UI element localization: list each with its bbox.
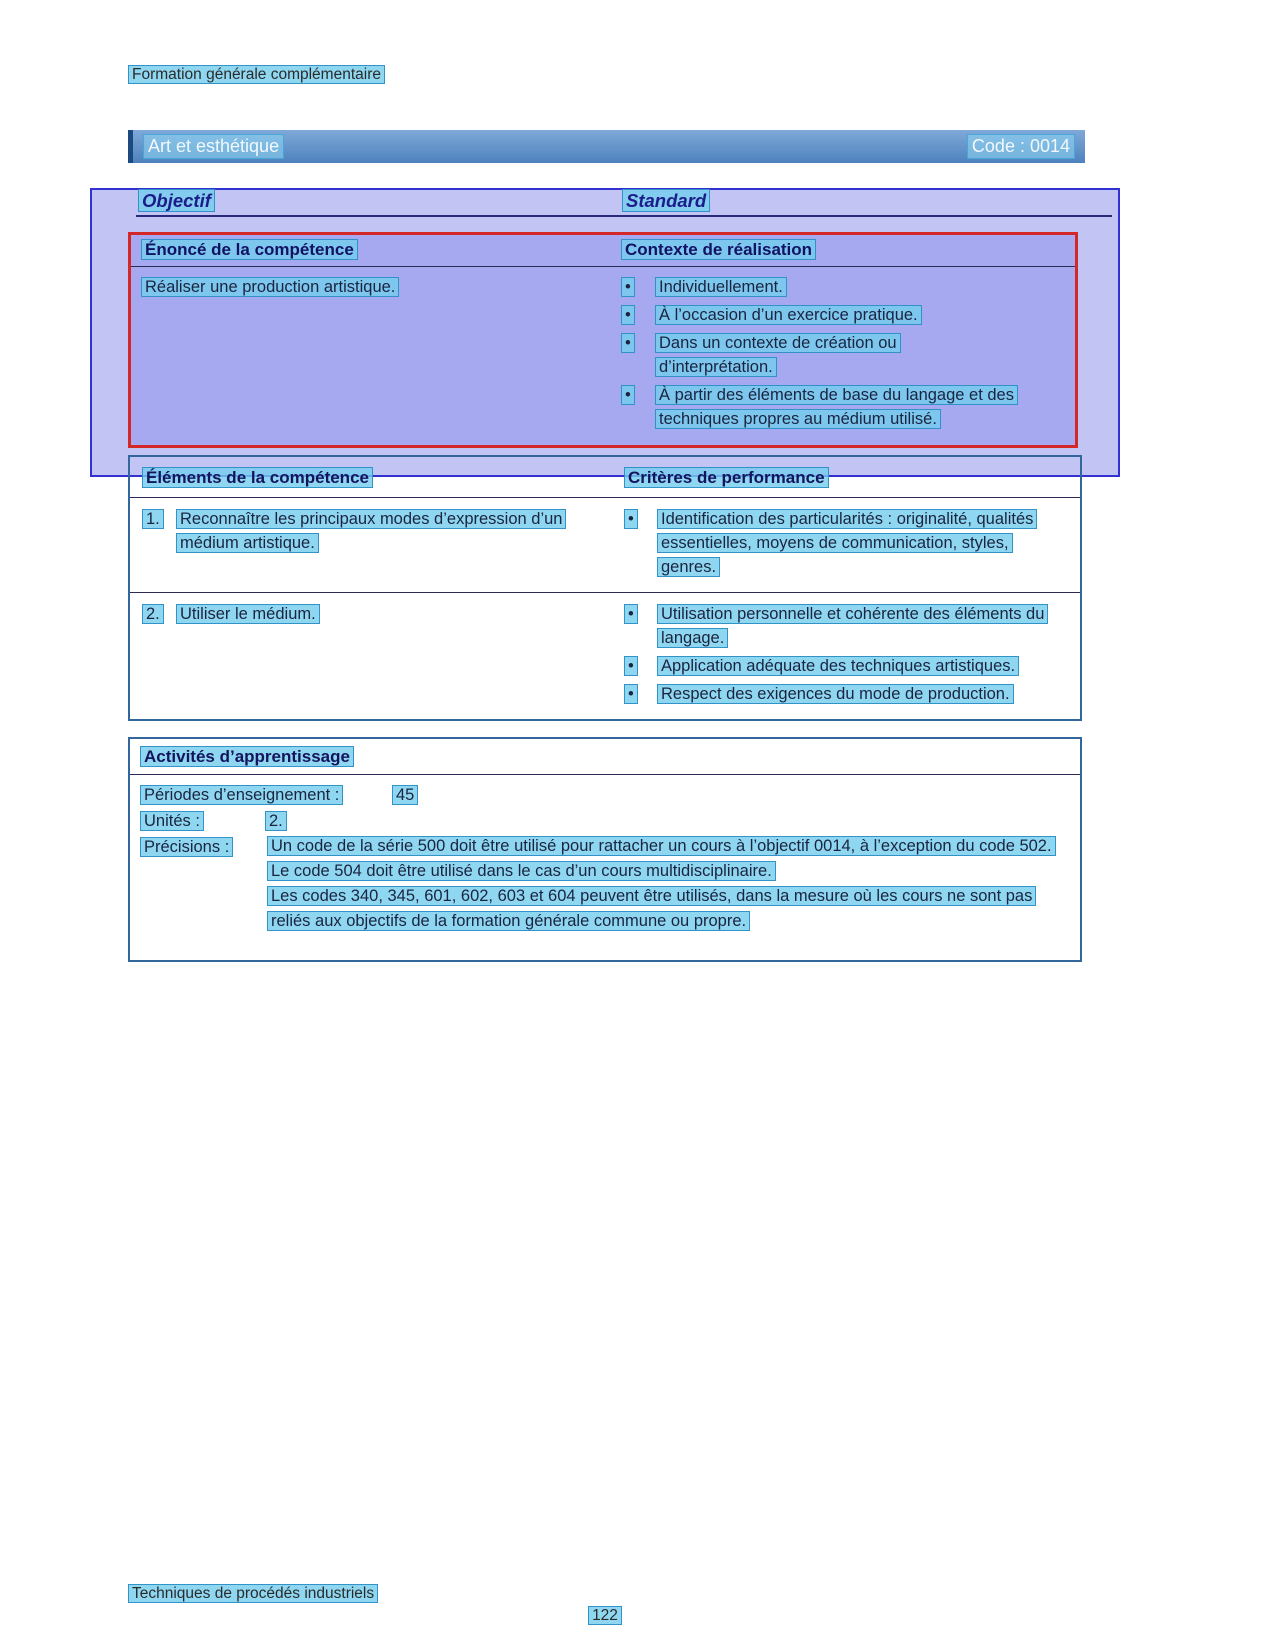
heading-divider	[136, 215, 1112, 217]
bullet-icon: •	[624, 684, 638, 704]
bullet-cell	[621, 331, 655, 379]
elements-header-left-text: Éléments de la compétence	[142, 467, 373, 488]
units-label-cell	[140, 808, 265, 834]
criteria-item-text-wrap	[657, 507, 1057, 579]
criteria-list-item	[624, 507, 1080, 579]
competence-table-header	[131, 235, 1075, 267]
element-item	[142, 602, 602, 626]
criteria-list-item	[624, 602, 1080, 650]
bullet-cell	[624, 682, 657, 706]
bullet-icon: •	[621, 305, 635, 325]
bullet-icon: •	[624, 656, 638, 676]
footer-label	[128, 1585, 378, 1603]
bullet-icon: •	[621, 333, 635, 353]
criteria-item-text: Application adéquate des techniques artistiques.	[657, 656, 1019, 676]
page-number	[128, 1607, 1082, 1625]
precisions-row	[140, 834, 1070, 934]
elements-header-right-text: Critères de performance	[624, 467, 829, 488]
periods-row	[140, 782, 1070, 808]
elements-header-right	[602, 466, 1080, 490]
element-number: 2.	[142, 604, 164, 624]
activities-heading	[130, 739, 1080, 767]
element-text-wrap	[176, 602, 320, 626]
context-item-text: À l’occasion d’un exercice pratique.	[655, 305, 922, 325]
criteria-item-text: Respect des exigences du mode de production.	[657, 684, 1014, 704]
precisions-line	[267, 859, 1070, 884]
context-list	[603, 275, 1075, 435]
precisions-label: Précisions :	[140, 837, 233, 857]
course-title-bar	[128, 130, 1085, 163]
periods-label-cell	[140, 782, 392, 808]
competence-header-left-text: Énoncé de la compétence	[141, 239, 358, 260]
competence-header-right-text: Contexte de réalisation	[621, 239, 816, 260]
competence-statement: Réaliser une production artistique.	[141, 277, 399, 297]
precisions-label-cell	[140, 834, 267, 860]
bullet-cell	[624, 654, 657, 678]
context-item-text: Dans un contexte de création ou d’interprétation.	[655, 333, 901, 377]
element-number-cell	[142, 507, 176, 555]
bullet-icon: •	[624, 604, 638, 624]
context-item-text: Individuellement.	[655, 277, 787, 297]
context-item-text-wrap	[655, 331, 1015, 379]
precisions-text	[267, 834, 1070, 934]
context-list-item	[621, 383, 1075, 431]
context-item-text: À partir des éléments de base du langage et des techniques propres au médium utilisé.	[655, 385, 1018, 429]
element-text: Reconnaître les principaux modes d’expression d’un médium artistique.	[176, 509, 566, 553]
elements-criteria-table	[128, 455, 1082, 721]
units-value-cell	[265, 808, 287, 834]
bullet-icon: •	[621, 385, 635, 405]
elements-header-left	[130, 466, 602, 490]
page-number-text: 122	[588, 1606, 622, 1625]
periods-value-cell	[392, 782, 418, 808]
standard-heading	[622, 190, 710, 212]
precisions-line	[267, 834, 1070, 859]
elements-table-header	[130, 457, 1080, 498]
periods-value: 45	[392, 785, 418, 805]
bullet-icon: •	[621, 277, 635, 297]
periods-label: Périodes d’enseignement :	[140, 785, 343, 805]
competence-statement-cell	[131, 275, 603, 435]
competence-header-left	[131, 240, 603, 260]
context-item-text-wrap	[655, 275, 787, 299]
element-cell	[130, 507, 602, 583]
criteria-item-text: Utilisation personnelle et cohérente des éléments du langage.	[657, 604, 1048, 648]
element-text-wrap	[176, 507, 572, 555]
competence-header-right	[603, 240, 1075, 260]
element-number: 1.	[142, 509, 164, 529]
bullet-cell	[624, 507, 657, 579]
units-label: Unités :	[140, 811, 204, 831]
context-list-item	[621, 331, 1075, 379]
learning-activities-box	[128, 737, 1082, 962]
criteria-cell	[602, 507, 1080, 583]
units-row	[140, 808, 1070, 834]
precisions-line	[267, 884, 1070, 934]
bullet-cell	[621, 383, 655, 431]
element-number-cell	[142, 602, 176, 626]
bullet-cell	[621, 275, 655, 299]
elements-table-row	[130, 498, 1080, 592]
activities-heading-text: Activités d’apprentissage	[140, 746, 354, 767]
context-list-item	[621, 303, 1075, 327]
bullet-cell	[624, 602, 657, 650]
bullet-icon: •	[624, 509, 638, 529]
criteria-item-text-wrap	[657, 654, 1019, 678]
criteria-list-item	[624, 654, 1080, 678]
context-item-text-wrap	[655, 383, 1015, 431]
objective-standard-panel	[90, 188, 1120, 477]
footer-label-text: Techniques de procédés industriels	[128, 1584, 378, 1603]
activities-rows	[130, 775, 1080, 934]
precisions-line-text: Les codes 340, 345, 601, 602, 603 et 604 peuvent être utilisés, dans la mesure où les cours ne sont pas reliés aux objectifs de la formation générale commune ou propre.	[267, 886, 1036, 931]
standard-heading-text: Standard	[622, 189, 710, 212]
criteria-item-text: Identification des particularités : originalité, qualités essentielles, moyens de communication, styles, genres.	[657, 509, 1037, 577]
element-item	[142, 507, 602, 555]
objective-heading	[138, 190, 215, 212]
course-title: Art et esthétique	[143, 134, 284, 159]
bullet-cell	[621, 303, 655, 327]
element-text: Utiliser le médium.	[176, 604, 320, 624]
objective-heading-text: Objectif	[138, 189, 215, 212]
elements-table-row	[130, 592, 1080, 719]
units-value: 2.	[265, 811, 287, 831]
section-label-text: Formation générale complémentaire	[128, 65, 385, 84]
criteria-list-item	[624, 682, 1080, 706]
precisions-line-text: Le code 504 doit être utilisé dans le cas d’un cours multidisciplinaire.	[267, 861, 776, 881]
precisions-line-text: Un code de la série 500 doit être utilisé pour rattacher un cours à l’objectif 0014, à l’exception du code 502.	[267, 836, 1056, 856]
section-label	[128, 66, 385, 84]
context-item-text-wrap	[655, 303, 922, 327]
course-code: Code : 0014	[967, 134, 1075, 159]
competence-table-body	[131, 267, 1075, 445]
criteria-cell	[602, 602, 1080, 710]
competence-table	[128, 232, 1078, 448]
context-list-item	[621, 275, 1075, 299]
criteria-item-text-wrap	[657, 682, 1014, 706]
criteria-item-text-wrap	[657, 602, 1057, 650]
element-cell	[130, 602, 602, 710]
